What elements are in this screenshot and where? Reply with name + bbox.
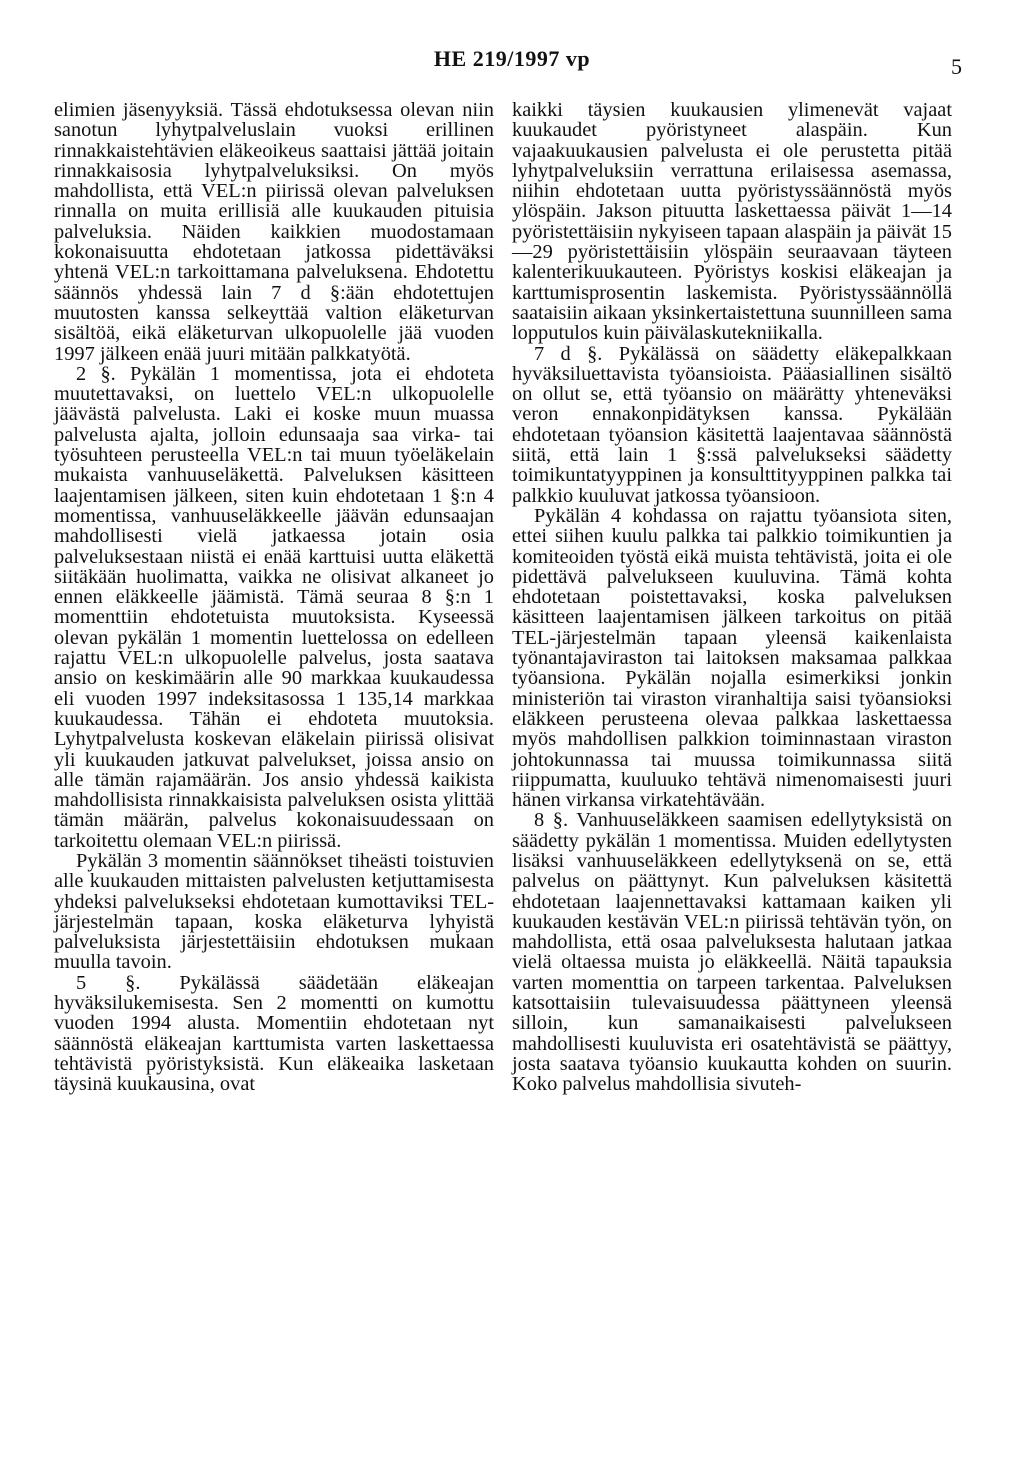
document-id: HE 219/1997 vp bbox=[433, 46, 591, 71]
paragraph: 2 §. Pykälän 1 momentissa, jota ei ehdoteta muutettavaksi, on luettelo VEL:n ulkopuolelle jäävästä palvelusta. Laki ei koske muun muassa palvelusta ajalta, jolloin edunsaaja saa virka- tai työsuhteen perusteella VEL:n tai muun työeläkelain mukaista vanhuuseläkettä. Palveluksen käsitteen laajentamisen jälkeen, siten kuin ehdotetaan 1 §:n 4 momentissa, vanhuuseläkkeelle jäävän edunsaajan mahdollisesti vielä jatkaessa jotain osia palveluksestaan niistä ei enää karttuisi uutta eläkettä siitäkään huolimatta, vaikka ne olisivat alkaneet jo ennen eläkkeelle jäämistä. Tämä seuraa 8 §:n 1 momenttiin ehdotetuista muutoksista. Kyseessä olevan pykälän 1 momentin luettelossa on edelleen rajattu VEL:n ulkopuolelle palvelus, josta saatava ansio on keskimäärin alle 90 markkaa kuukaudessa eli vuoden 1997 indeksitasossa 1 135,14 markkaa kuukaudessa. Tähän ei ehdoteta muutoksia. Lyhytpalvelusta koskevan eläkelain piirissä olisivat yli kuukauden jatkuvat palvelukset, joissa ansio on alle tämän rajamäärän. Jos ansio yhdessä kaikista mahdollisista rinnakkaisista palveluksen osista ylittää tämän määrän, palvelus kokonaisuudessaan on tarkoitettu olemaan VEL:n piirissä. bbox=[54, 362, 494, 852]
left-column bbox=[54, 100, 494, 1095]
paragraph: Pykälän 3 momentin säännökset tiheästi toistuvien alle kuukauden mittaisten palvelusten ketjuttamisesta yhdeksi palvelukseksi ehdotetaan kumottaviksi TEL-järjestelmän tapaan, koska eläketurva lyhyistä palveluksista järjestettäisiin ehdotuksen mukaan muulla tavoin. bbox=[54, 849, 494, 974]
paragraph: 5 §. Pykälässä säädetään eläkeajan hyväksilukemisesta. Sen 2 momentti on kumottu vuoden 1994 alusta. Momentiin ehdotetaan nyt säännöstä eläkeajan karttumista varten laskettaessa tehtävistä pyöristyksistä. Kun eläkeaika lasketaan täysinä kuukausina, ovat bbox=[54, 971, 494, 1096]
paragraph: 7 d §. Pykälässä on säädetty eläkepalkkaan hyväksiluettavista työansioista. Pääasiallinen sisältö on ollut se, että työansio on määrätty yhteneväksi veron ennakonpidätyksen kanssa. Pykälään ehdotetaan työansion käsitettä laajentavaa säännöstä siitä, että lain 1 §:ssä palvelukseksi säädetty toimikuntatyyppinen ja konsulttityyppinen palkka tai palkkio kuuluvat jatkossa työansioon. bbox=[512, 342, 952, 507]
paragraph: kaikki täysien kuukausien ylimenevät vajaat kuukaudet pyöristyneet alaspäin. Kun vajaakuukausien palvelusta ei ole perustetta pitää lyhytpalveluksiin verrattuna erilaisessa asemassa, niihin ehdotetaan uutta pyöristyssäännöstä myös ylöspäin. Jakson pituutta laskettaessa päivät 1—14 pyöristettäisiin nykyiseen tapaan alaspäin ja päivät 15—29 pyöristettäisiin ylöspäin seuraavaan täyteen kalenterikuukauteen. Pyöristys koskisi eläkeajan ja karttumisprosentin laskemista. Pyöristyssäännöllä saataisiin aikaan yksinkertaistettuna suunnilleen sama lopputulos kuin päivälaskutekniikalla. bbox=[512, 99, 952, 345]
paragraph: elimien jäsenyyksiä. Tässä ehdotuksessa olevan niin sanotun lyhytpalveluslain vuoksi erillinen rinnakkaistehtävien eläkeoikeus saattaisi jättää joitain rinnakkaisosia lyhytpalveluksiksi. On myös mahdollista, että VEL:n piirissä olevan palveluksen rinnalla on muita erillisiä alle kuukauden pituisia palveluksia. Näiden kaikkien muodostamaan kokonaisuutta ehdotetaan jatkossa pidettäväksi yhtenä VEL:n tarkoittamana palveluksena. Ehdotettu säännös yhdessä lain 7 d §:ään ehdotettujen muutosten kanssa selkeyttää valtion eläketurvan sisältöä, eikä eläketurvan ulkopuolelle jää vuoden 1997 jälkeen enää juuri mitään palkkatyötä. bbox=[54, 99, 494, 365]
right-column bbox=[512, 100, 952, 1095]
page-header bbox=[0, 46, 1024, 86]
paragraph: 8 §. Vanhuuseläkkeen saamisen edellytyksistä on säädetty pykälän 1 momentissa. Muiden edellytysten lisäksi vanhuuseläkkeen edellytyksenä on se, että palvelus on päättynyt. Kun palveluksen käsitettä ehdotetaan laajennettavaksi kattamaan kaiken yli kuukauden kestävän VEL:n piirissä tehtävän työn, on mahdollista, että osaa palveluksesta halutaan jatkaa vielä oltaessa muista jo eläkkeellä. Näitä tapauksia varten momenttia on tarpeen tarkentaa. Palveluksen katsottaisiin tulevaisuudessa päättyneen yleensä silloin, kun samanaikaisesti palvelukseen mahdollisesti kuuluvista eri osatehtävistä se päättyy, josta saatava työansio kuukautta kohden on suurin. Koko palvelus mahdollisia sivuteh- bbox=[512, 809, 952, 1096]
paragraph: Pykälän 4 kohdassa on rajattu työansiota siten, ettei siihen kuulu palkka tai palkkio toimikuntien ja komiteoiden työstä eikä muista tehtävistä, joita ei ole pidettävä palvelukseen kuuluvina. Tämä kohta ehdotetaan poistettavaksi, koska palveluksen käsitteen laajentamisen jälkeen tarkoitus on pitää TEL-järjestelmän tapaan yleensä kaikenlaista työnantajaviraston tai laitoksen maksamaa palkkaa työansiona. Pykälän nojalla esimerkiksi jonkin ministeriön tai viraston viranhaltija saisi työansioksi eläkkeen perusteena olevaa palkkaa laskettaessa myös mahdollisen palkkion toiminnastaan viraston johtokunnassa tai muussa toimikunnassa siitä riippumatta, kuuluuko tehtävä nimenomaisesti juuri hänen virkansa virkatehtävään. bbox=[512, 504, 952, 812]
page-number: 5 bbox=[951, 54, 962, 79]
